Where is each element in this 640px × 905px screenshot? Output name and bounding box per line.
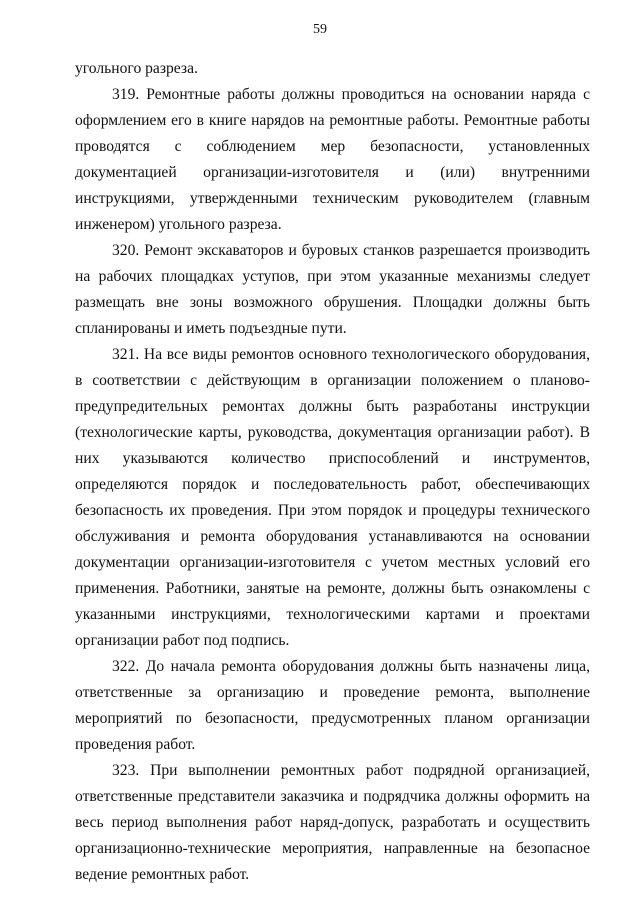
paragraph-319: 319. Ремонтные работы должны проводиться на основании наряда с оформлением его в книге нарядов на ремонтные работы. Ремонтные работы проводятся с соблюдением мер безопасности, установленных документацией организации-изготовителя и (или) внутренними инструкциями, утвержденными техническим руководителем (главным инженером) угольного разреза.: [75, 86, 590, 233]
paragraph-320: 320. Ремонт экскаваторов и буровых станков разрешается производить на рабочих площадках уступов, при этом указанные механизмы следует размещать вне зоны возможного обрушения. Площадки должны быть спланированы и иметь подъездные пути.: [75, 242, 590, 337]
paragraph-continuation: угольного разреза.: [75, 60, 198, 77]
paragraph-321: 321. На все виды ремонтов основного технологического оборудования, в соответствии с действующим в организации положением о планово-предупредительных ремонтах должны быть разработаны инструкции (технологические карты, руководства, документация организации работ). В них указываются количество приспособлений и инструментов, определяются порядок и последовательность работ, обеспечивающих безопасность их проведения. При этом порядок и процедуры технического обслуживания и ремонта оборудования устанавливаются на основании документации организации-изготовителя с учетом местных условий его применения. Работники, занятые на ремонте, должны быть ознакомлены с указанными инструкциями, технологическими картами и проектами организации работ под подпись.: [75, 346, 590, 649]
document-body: [75, 56, 590, 888]
page-number: 59: [313, 22, 327, 37]
paragraph-322: 322. До начала ремонта оборудования должны быть назначены лица, ответственные за организацию и проведение ремонта, выполнение мероприятий по безопасности, предусмотренных планом организации проведения работ.: [75, 658, 590, 753]
paragraph-323: 323. При выполнении ремонтных работ подрядной организацией, ответственные представители заказчика и подрядчика должны оформить на весь период выполнения работ наряд-допуск, разработать и осуществить организационно-технические мероприятия, направленные на безопасное ведение ремонтных работ.: [75, 762, 590, 883]
